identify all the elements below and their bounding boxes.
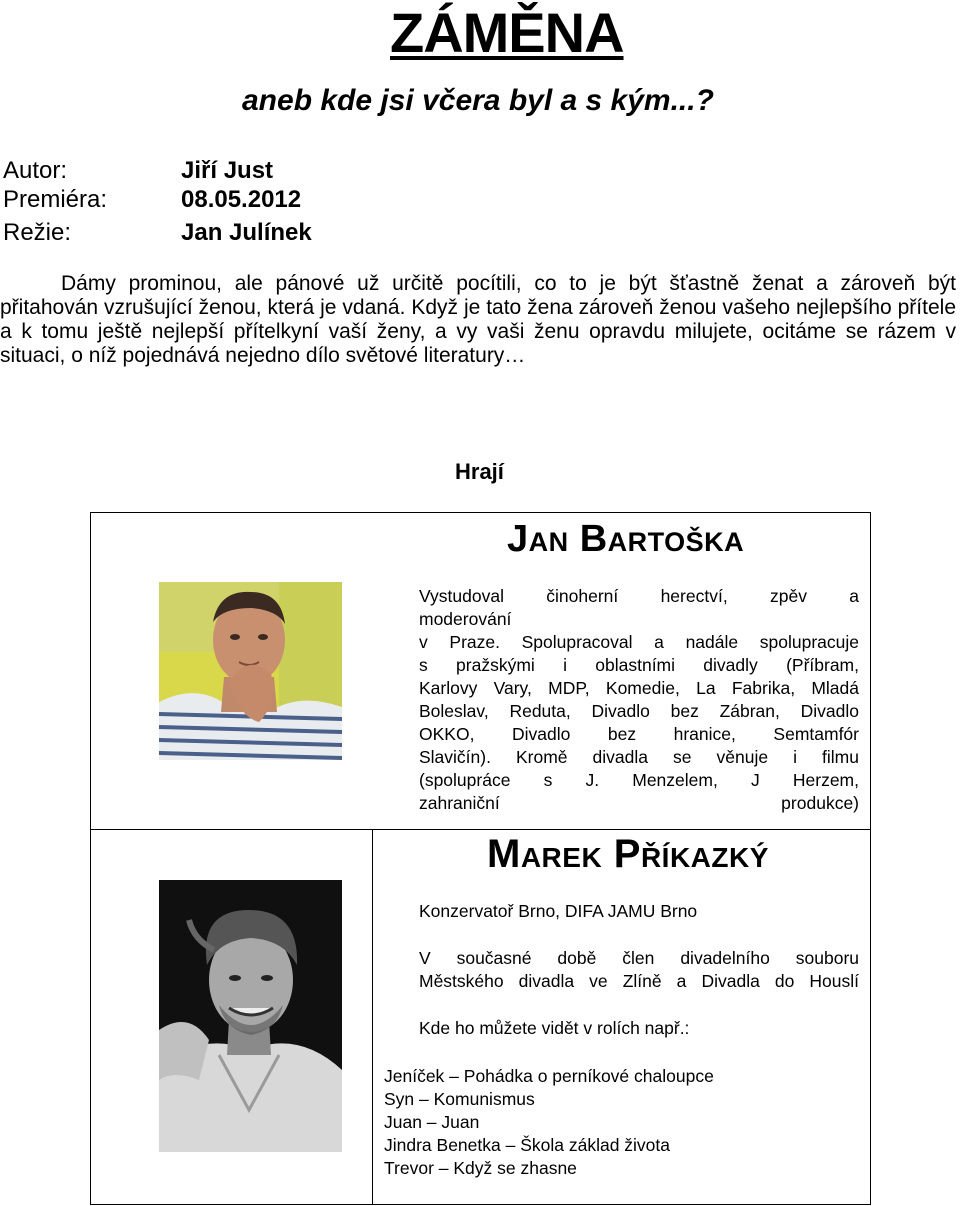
actor-name-marek-prikazky: Marek Příkazký <box>487 832 769 876</box>
actor-bio-jan-bartoska <box>419 585 859 815</box>
table-border-left <box>90 512 91 1205</box>
table-border-right <box>870 512 871 1205</box>
role-item: Trevor – Když se zhasne <box>384 1158 577 1178</box>
role-item: Jeníček – Pohádka o perníkové chaloupce <box>384 1066 714 1086</box>
membership-line: Městského divadla ve Zlíně a Divadla do Houslí <box>419 971 859 991</box>
actor-name-jan-bartoska: Jan Bartoška <box>507 518 745 560</box>
intro-text: Dámy prominou, ale pánové už určitě pocítili, co to je být šťastně ženat a zároveň být přitahován vzrušující ženou, která je vdaná. Když je tato žena zároveň ženou vašeho nejlepšího přítele a k tomu ještě nejlepší přítelkyní vaší ženy, a vy vaši ženu opravdu milujete, ocitáme se rázem v situaci, o níž pojednává nejedno dílo světové literatury… <box>0 272 956 367</box>
actor-photo-marek-prikazky <box>159 880 342 1152</box>
intro-paragraph <box>0 272 956 368</box>
play-subtitle: aneb kde jsi včera byl a s kým...? <box>242 84 714 117</box>
table-column-divider <box>372 829 373 1205</box>
actor-education: Konzervatoř Brno, DIFA JAMU Brno <box>419 901 698 921</box>
bio-line: moderování <box>419 609 512 629</box>
bio-line: (spolupráce s J. Menzelem, J Herzem, <box>419 770 859 790</box>
bio-line: s pražskými i oblastními divadly (Příbram, <box>419 655 859 675</box>
membership-line: V současné době člen divadelního souboru <box>419 948 859 968</box>
bio-line: OKKO, Divadlo bez hranice, Semtamfór <box>419 724 859 744</box>
play-title: ZÁMĚNA <box>390 1 624 64</box>
author-label: Autor: <box>3 157 68 184</box>
bio-line: Slavičín). Kromě divadla se věnuje i filmu <box>419 747 859 767</box>
actor-membership <box>419 947 859 993</box>
director-value: Jan Julínek <box>181 219 312 246</box>
table-border-top <box>90 512 871 513</box>
author-value: Jiří Just <box>181 157 274 184</box>
roles-heading: Kde ho můžete vidět v rolích např.: <box>419 1018 690 1038</box>
table-border-bottom <box>90 1204 871 1205</box>
premiere-label: Premiéra: <box>3 186 108 213</box>
bio-line: Boleslav, Reduta, Divadlo bez Zábran, Divadlo <box>419 701 859 721</box>
bio-line: v Praze. Spolupracoval a nadále spolupracuje <box>419 632 859 652</box>
bio-line: Vystudoval činoherní herectví, zpěv a <box>419 586 859 606</box>
actor-photo-jan-bartoska <box>159 582 342 760</box>
bio-line: Karlovy Vary, MDP, Komedie, La Fabrika, Mladá <box>419 678 859 698</box>
role-item: Juan – Juan <box>384 1112 480 1132</box>
cast-heading: Hrají <box>455 459 504 484</box>
premiere-value: 08.05.2012 <box>181 186 302 213</box>
roles-list <box>384 1065 714 1180</box>
role-item: Syn – Komunismus <box>384 1089 535 1109</box>
table-row-divider <box>90 829 871 830</box>
director-label: Režie: <box>3 219 72 246</box>
role-item: Jindra Benetka – Škola základ života <box>384 1135 670 1155</box>
bio-line: zahraniční produkce) <box>419 793 859 813</box>
